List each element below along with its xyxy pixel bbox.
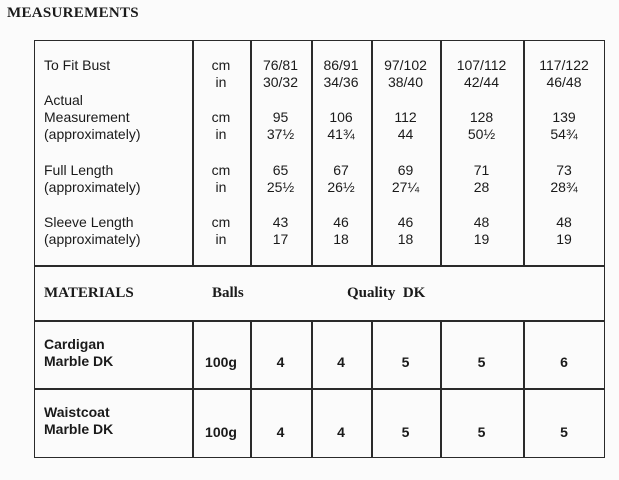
- unit-cm: cm: [211, 109, 231, 125]
- balls-label: Balls: [212, 285, 244, 301]
- actual-cm-size4: 128: [469, 109, 494, 125]
- sleeve-in-size2: 18: [333, 231, 349, 247]
- row-label-bust: To Fit Bust: [44, 57, 111, 73]
- row-label-actual-1: Actual: [44, 92, 83, 108]
- bust-in-size5: 46/48: [546, 74, 582, 90]
- bust-cm-size4: 107/112: [456, 57, 507, 73]
- sleeve-cm-size4: 48: [473, 214, 490, 230]
- unit-in: in: [215, 231, 227, 247]
- length-cm-size4: 71: [473, 162, 490, 178]
- row-label-length-1: Full Length: [44, 162, 114, 178]
- sleeve-in-size3: 18: [397, 231, 414, 247]
- unit-in: in: [215, 179, 227, 195]
- waistcoat-count-size5: 5: [560, 424, 568, 440]
- bust-in-size3: 38/40: [387, 74, 424, 90]
- length-cm-size3: 69: [397, 162, 414, 178]
- cardigan-count-size3: 5: [401, 354, 410, 370]
- quality-label: Quality DK: [347, 285, 426, 301]
- sleeve-cm-size5: 48: [556, 214, 572, 230]
- sleeve-in-size1: 17: [272, 231, 289, 247]
- actual-cm-size5: 139: [552, 109, 576, 125]
- actual-in-size2: 41¾: [327, 126, 355, 142]
- row-label-sleeve-1: Sleeve Length: [44, 214, 134, 230]
- measurements-table: [34, 40, 605, 458]
- bust-cm-size3: 97/102: [384, 57, 427, 73]
- cardigan-count-size1: 4: [276, 354, 285, 370]
- page-heading: MEASUREMENTS: [7, 5, 139, 21]
- waistcoat-count-size2: 4: [337, 424, 345, 440]
- sleeve-in-size4: 19: [473, 231, 490, 247]
- cardigan-weight: 100g: [205, 354, 237, 370]
- bust-in-size2: 34/36: [323, 74, 359, 90]
- actual-in-size1: 37½: [266, 126, 295, 142]
- length-in-size2: 26½: [327, 179, 355, 195]
- unit-cm: cm: [211, 57, 231, 73]
- actual-cm-size3: 112: [394, 109, 417, 125]
- cardigan-count-size4: 5: [477, 354, 486, 370]
- waistcoat-count-size4: 5: [477, 424, 486, 440]
- actual-in-size4: 50½: [467, 126, 496, 142]
- length-in-size3: 27¼: [391, 179, 420, 195]
- material-name-cardigan-2: Marble DK: [44, 353, 114, 369]
- materials-heading: MATERIALS: [44, 285, 134, 301]
- actual-cm-size2: 106: [329, 109, 353, 125]
- length-cm-size1: 65: [272, 162, 289, 178]
- material-name-waistcoat-2: Marble DK: [44, 421, 114, 437]
- row-label-actual-3: (approximately): [44, 126, 141, 142]
- actual-cm-size1: 95: [272, 109, 289, 125]
- row-label-sleeve-2: (approximately): [44, 231, 141, 247]
- waistcoat-count-size1: 4: [276, 424, 285, 440]
- unit-in: in: [215, 74, 227, 90]
- sleeve-cm-size3: 46: [397, 214, 414, 230]
- divider: [34, 388, 605, 390]
- length-in-size4: 28: [473, 179, 490, 195]
- bust-cm-size5: 117/122: [539, 57, 589, 73]
- row-label-actual-2: Measurement: [44, 109, 130, 125]
- actual-in-size3: 44: [397, 126, 414, 142]
- cardigan-count-size5: 6: [560, 354, 568, 370]
- length-in-size1: 25½: [266, 179, 295, 195]
- waistcoat-weight: 100g: [205, 424, 237, 440]
- bust-in-size4: 42/44: [463, 74, 500, 90]
- sleeve-cm-size1: 43: [272, 214, 289, 230]
- waistcoat-count-size3: 5: [401, 424, 410, 440]
- row-label-length-2: (approximately): [44, 179, 141, 195]
- unit-in: in: [215, 126, 227, 142]
- sleeve-in-size5: 19: [556, 231, 572, 247]
- cardigan-count-size2: 4: [337, 354, 345, 370]
- actual-in-size5: 54¾: [550, 126, 578, 142]
- sleeve-cm-size2: 46: [333, 214, 349, 230]
- bust-cm-size1: 76/81: [262, 57, 299, 73]
- material-name-waistcoat-1: Waistcoat: [44, 404, 110, 420]
- length-cm-size2: 67: [333, 162, 349, 178]
- length-cm-size5: 73: [556, 162, 572, 178]
- bust-cm-size2: 86/91: [323, 57, 359, 73]
- material-name-cardigan-1: Cardigan: [44, 336, 105, 352]
- divider: [34, 320, 605, 322]
- length-in-size5: 28¾: [550, 179, 578, 195]
- bust-in-size1: 30/32: [262, 74, 299, 90]
- unit-cm: cm: [211, 214, 231, 230]
- unit-cm: cm: [211, 162, 231, 178]
- divider: [34, 265, 605, 267]
